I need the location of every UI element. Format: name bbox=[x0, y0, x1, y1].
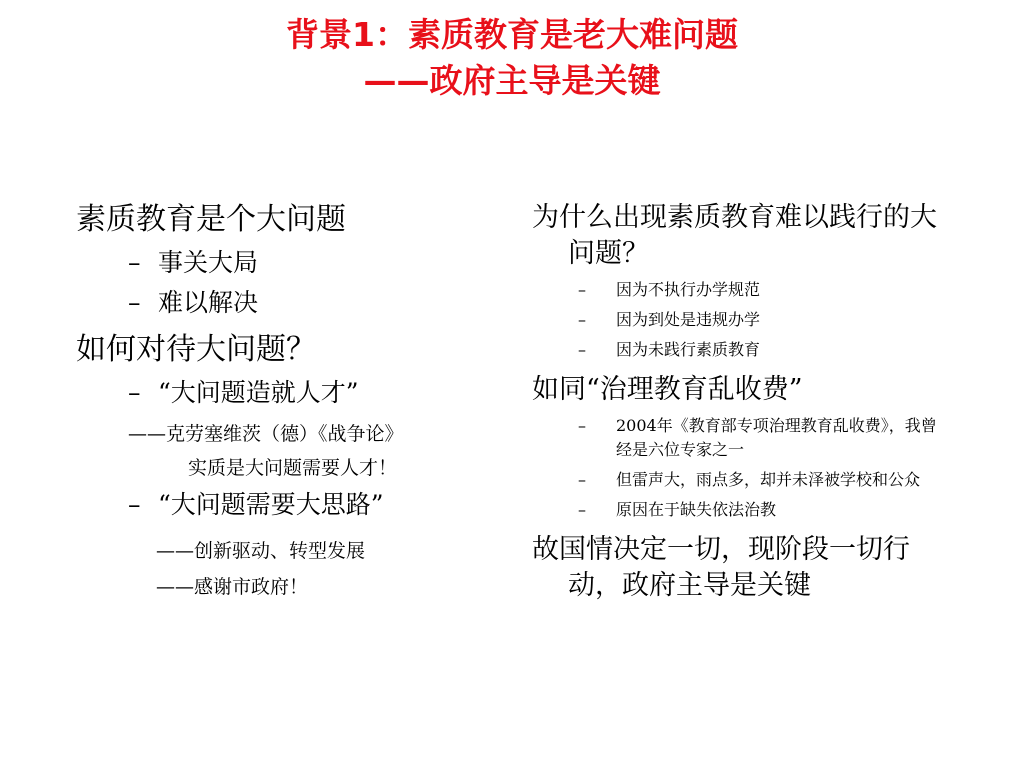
left-sub-item: – 难以解决 bbox=[128, 286, 516, 320]
left-point-1: 素质教育是个大问题 bbox=[76, 202, 346, 237]
right-point-1: 为什么出现素质教育难以践行的大问题？ bbox=[532, 202, 937, 269]
title-line-1: 背景1：素质教育是老大难问题 bbox=[286, 15, 738, 54]
dash-bullet: – bbox=[128, 248, 141, 277]
dash-bullet: – bbox=[128, 288, 141, 317]
quote-1-reference: ——克劳塞维茨（德）《战争论》 bbox=[128, 423, 404, 445]
dash-bullet: – bbox=[578, 470, 586, 489]
quote-2-note: ——创新驱动、转型发展 bbox=[156, 540, 366, 562]
slide-title bbox=[0, 12, 1024, 104]
left-quote-2: – “大问题需要大思路” bbox=[128, 488, 516, 522]
left-point-2: 如何对待大问题？ bbox=[76, 332, 316, 367]
dash-bullet: – bbox=[578, 280, 586, 299]
dash-bullet: – bbox=[578, 310, 586, 329]
right-sub-item: – 因为到处是违规办学 bbox=[578, 308, 947, 332]
quote-1-note: 实质是大问题需要人才！ bbox=[188, 457, 398, 479]
right-sub-item: – 但雷声大，雨点多，却并未泽被学校和公众 bbox=[578, 468, 947, 492]
left-column bbox=[76, 200, 516, 602]
quote-2-note: ——感谢市政府！ bbox=[156, 576, 309, 598]
dash-bullet: – bbox=[128, 490, 141, 519]
left-quote-1: – “大问题造就人才” bbox=[128, 376, 516, 410]
right-sub-item: – 因为不执行办学规范 bbox=[578, 278, 947, 302]
dash-bullet: – bbox=[578, 416, 586, 435]
right-sub-item: – 因为未践行素质教育 bbox=[578, 338, 947, 362]
right-point-2: 如同“治理教育乱收费” bbox=[532, 374, 803, 405]
right-sub-item: – 原因在于缺失依法治教 bbox=[578, 498, 947, 522]
title-line-2: ——政府主导是关键 bbox=[363, 61, 661, 100]
dash-bullet: – bbox=[128, 378, 141, 407]
right-point-3: 故国情决定一切，现阶段一切行动，政府主导是关键 bbox=[532, 534, 910, 601]
dash-bullet: – bbox=[578, 340, 586, 359]
right-column bbox=[532, 200, 947, 604]
left-sub-item: – 事关大局 bbox=[128, 246, 516, 280]
right-sub-item: – 2004年《教育部专项治理教育乱收费》，我曾经是六位专家之一 bbox=[578, 416, 937, 459]
dash-bullet: – bbox=[578, 500, 586, 519]
